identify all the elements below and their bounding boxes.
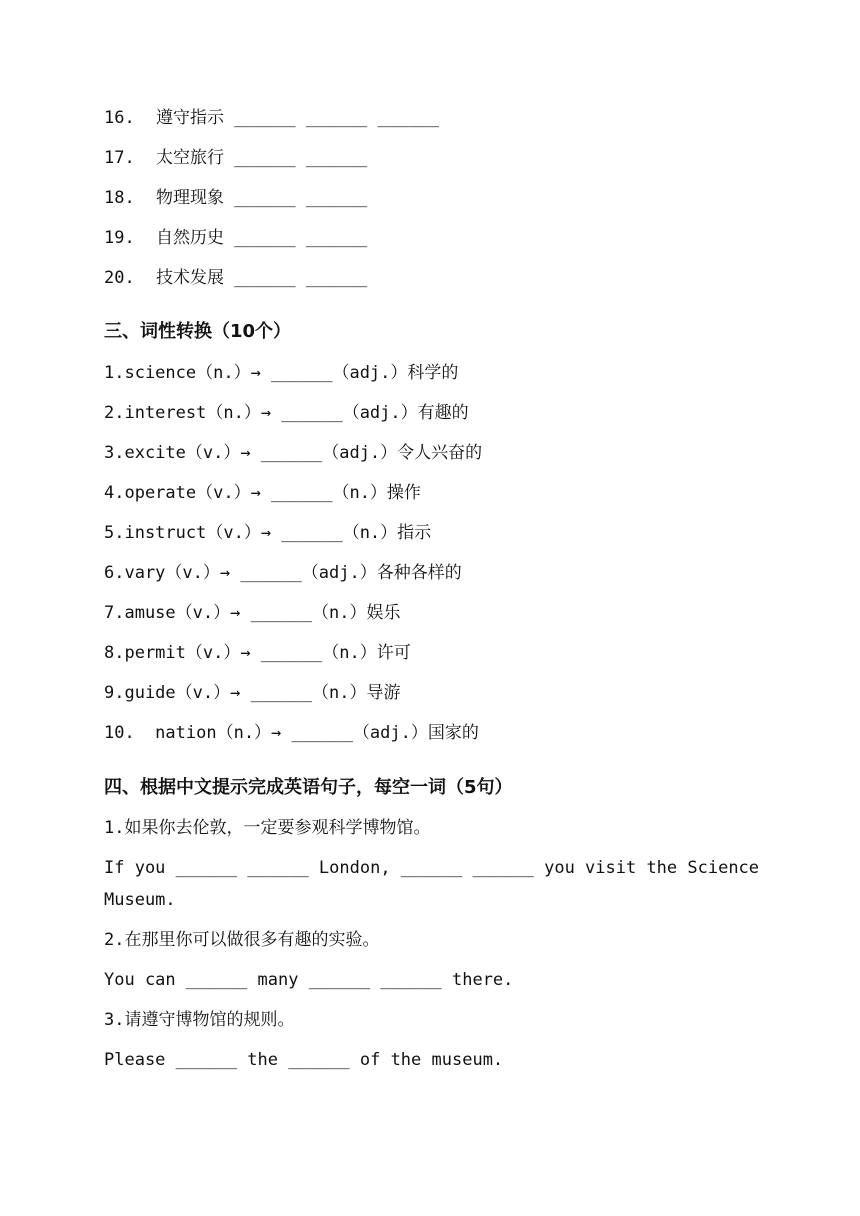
word-form-item: 3.excite（v.）→ ______（adj.）令人兴奋的 (104, 443, 483, 463)
phrase-item (104, 222, 770, 254)
word-form-item: 2.interest（n.）→ ______（adj.）有趣的 (104, 403, 469, 423)
section-heading-word-forms: 三、词性转换（10个） (104, 321, 292, 342)
phrase-number: 20. (104, 268, 135, 288)
sentence-chinese: 2.在那里你可以做很多有趣的实验。 (104, 930, 380, 950)
phrase-item (104, 142, 770, 174)
sentence-english: Please ______ the ______ of the museum. (104, 1050, 504, 1070)
phrase-text: 遵守指示 ______ ______ ______ (156, 108, 439, 128)
phrase-number: 19. (104, 228, 135, 248)
phrase-number: 18. (104, 188, 135, 208)
phrase-number: 16. (104, 108, 135, 128)
sentence-english: If you ______ ______ London, ______ ______ you visit the Science Museum. (104, 858, 770, 910)
word-form-item: 7.amuse（v.）→ ______（n.）娱乐 (104, 603, 401, 623)
phrase-item (104, 182, 770, 214)
word-form-item: 8.permit（v.）→ ______（n.）许可 (104, 643, 411, 663)
sentence-chinese: 3.请遵守博物馆的规则。 (104, 1010, 295, 1030)
word-form-item: 9.guide（v.）→ ______（n.）导游 (104, 683, 401, 703)
word-form-item: 6.vary（v.）→ ______（adj.）各种各样的 (104, 563, 462, 583)
phrase-item (104, 262, 770, 294)
phrase-text: 太空旅行 ______ ______ (156, 148, 368, 168)
word-form-item: 5.instruct（v.）→ ______（n.）指示 (104, 523, 432, 543)
phrase-number: 17. (104, 148, 135, 168)
phrase-text: 技术发展 ______ ______ (156, 268, 368, 288)
word-form-item: 4.operate（v.）→ ______（n.）操作 (104, 483, 421, 503)
sentence-english: You can ______ many ______ ______ there. (104, 970, 514, 990)
phrase-text: 自然历史 ______ ______ (156, 228, 368, 248)
phrase-item (104, 102, 770, 134)
word-form-item: 10. nation（n.）→ ______（adj.）国家的 (104, 723, 479, 743)
phrase-text: 物理现象 ______ ______ (156, 188, 368, 208)
word-form-item: 1.science（n.）→ ______（adj.）科学的 (104, 363, 459, 383)
sentence-chinese: 1.如果你去伦敦，一定要参观科学博物馆。 (104, 818, 431, 838)
section-heading-sentences: 四、根据中文提示完成英语句子，每空一词（5句） (104, 777, 513, 798)
